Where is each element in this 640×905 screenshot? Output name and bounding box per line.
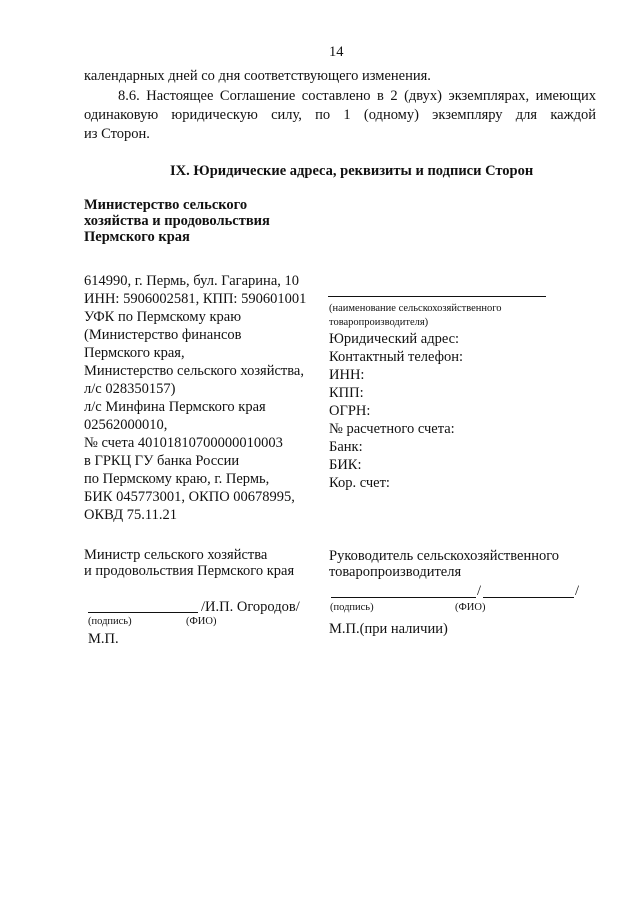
left-fio-caption: (ФИО) <box>186 616 217 627</box>
paragraph-line: календарных дней со дня соответствующего изменения. <box>84 68 431 84</box>
left-org-name-line: Министерство сельского <box>84 197 248 213</box>
left-signer-title-line: и продовольствия Пермского края <box>84 563 295 579</box>
right-stamp-label: М.П.(при наличии) <box>329 621 448 637</box>
right-slash-mid: / <box>477 583 482 599</box>
right-field-label: ИНН: <box>329 367 365 383</box>
right-signer-title-line: товаропроизводителя <box>329 564 462 580</box>
left-org-name-line: хозяйства и продовольствия <box>84 213 270 229</box>
right-signature-line <box>331 597 476 598</box>
right-fio-caption: (ФИО) <box>455 602 486 613</box>
left-detail-line: по Пермскому краю, г. Пермь, <box>84 471 270 487</box>
left-detail-line: л/с 028350157) <box>84 381 176 397</box>
paragraph-8-6-line3: из Сторон. <box>84 126 150 142</box>
left-detail-line: (Министерство финансов <box>84 327 242 343</box>
right-field-label: Контактный телефон: <box>329 349 464 365</box>
right-name-line <box>328 296 546 297</box>
right-slash-end: / <box>575 583 580 599</box>
left-signer-title-line: Министр сельского хозяйства <box>84 547 268 563</box>
left-detail-line: ИНН: 5906002581, КПП: 590601001 <box>84 291 307 307</box>
right-name-caption-line: (наименование сельскохозяйственного <box>329 303 502 314</box>
left-signature-line <box>88 612 198 613</box>
left-signer-name: /И.П. Огородов/ <box>201 599 300 615</box>
right-field-label: БИК: <box>329 457 362 473</box>
right-fio-line <box>483 597 574 598</box>
right-field-label: № расчетного счета: <box>329 421 455 437</box>
right-name-caption-line: товаропроизводителя) <box>329 317 429 328</box>
right-field-label: ОГРН: <box>329 403 371 419</box>
section-title: IX. Юридические адреса, реквизиты и подписи Сторон <box>170 163 534 179</box>
left-org-name-line: Пермского края <box>84 229 190 245</box>
left-details <box>84 272 306 524</box>
left-detail-line: ОКВД 75.11.21 <box>84 507 177 523</box>
right-field-label: Юридический адрес: <box>329 331 460 347</box>
left-detail-line: № счета 40101810700000010003 <box>84 435 283 451</box>
left-detail-line: Пермского края, <box>84 345 185 361</box>
paragraph-8-6-line1: 8.6. Настоящее Соглашение составлено в 2 (двух) экземплярах, имеющих <box>118 88 596 104</box>
left-detail-line: 614990, г. Пермь, бул. Гагарина, 10 <box>84 273 300 289</box>
left-signer-title <box>84 547 294 579</box>
paragraph-8-6-line2: одинаковую юридическую силу, по 1 (одному) экземпляру для каждой <box>84 107 596 123</box>
right-signer-title-line: Руководитель сельскохозяйственного <box>329 548 560 564</box>
left-detail-line: УФК по Пермскому краю <box>84 309 242 325</box>
right-sign-caption: (подпись) <box>330 602 374 613</box>
left-stamp-label: М.П. <box>88 631 119 647</box>
right-field-label: Кор. счет: <box>329 475 390 491</box>
left-detail-line: 02562000010, <box>84 417 168 433</box>
left-org-name <box>84 197 270 245</box>
left-detail-line: в ГРКЦ ГУ банка России <box>84 453 240 469</box>
left-sign-caption: (подпись) <box>88 616 132 627</box>
left-detail-line: БИК 045773001, ОКПО 00678995, <box>84 489 295 505</box>
left-detail-line: л/с Минфина Пермского края <box>84 399 266 415</box>
right-fields <box>329 330 463 492</box>
left-detail-line: Министерство сельского хозяйства, <box>84 363 304 379</box>
right-name-caption <box>329 302 502 330</box>
right-signer-title <box>329 548 559 580</box>
right-field-label: КПП: <box>329 385 364 401</box>
page-number: 14 <box>329 44 344 60</box>
right-field-label: Банк: <box>329 439 363 455</box>
